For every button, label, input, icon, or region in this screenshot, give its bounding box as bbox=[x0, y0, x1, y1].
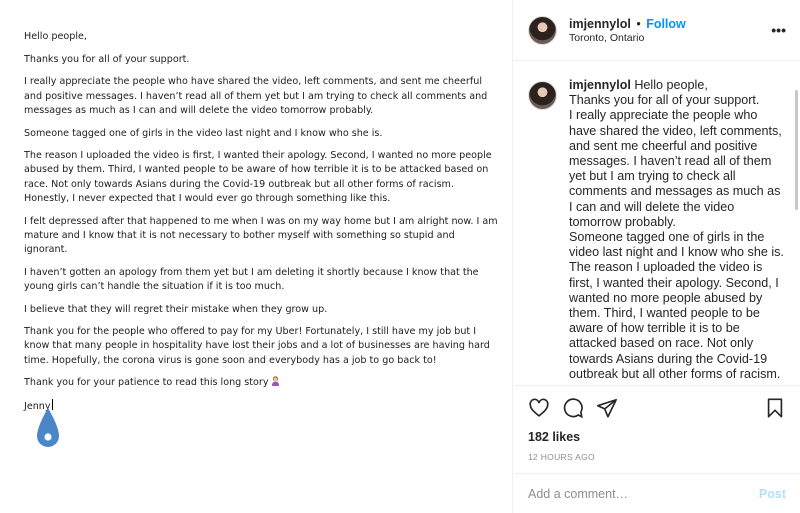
follow-button[interactable]: Follow bbox=[646, 16, 686, 31]
heart-icon[interactable] bbox=[528, 397, 550, 419]
bookmark-icon[interactable] bbox=[764, 397, 786, 419]
caption-line: The reason I uploaded the video is first, I wanted their apology. Second, I wanted no more people abused by them. Third, I wanted people to be aware of how terrible it is to be attacked based on race. Not only towards Asians during the Covid-19 outbreak but all other forms of racism. bbox=[569, 260, 781, 381]
post-side-panel bbox=[514, 0, 800, 513]
doc-paragraph: I believe that they will regret their mistake when they grow up. bbox=[24, 303, 328, 315]
post-header bbox=[514, 0, 800, 61]
location-link[interactable]: Toronto, Ontario bbox=[569, 31, 645, 44]
likes-count[interactable]: 182 likes bbox=[528, 430, 581, 444]
post-actions bbox=[514, 385, 800, 483]
doc-paragraph: I haven’t gotten an apology from them yet but I am deleting it shortly because I know that the young girls can’t handle the situation if it is too much. bbox=[24, 266, 479, 292]
doc-paragraph-text: Thank you for your patience to read this long story bbox=[24, 377, 269, 389]
comment-input[interactable] bbox=[528, 487, 751, 501]
doc-paragraph: Someone tagged one of girls in the video last night and I know who she is. bbox=[24, 127, 383, 139]
doc-paragraph: The reason I uploaded the video is first, I wanted their apology. Second, I wanted no more people abused by them. Third, I wanted people to be aware of how terrible it is to be attacked based on race. Not only towards Asians during the Covid-19 outbreak but all other forms of racism. Honestly, I never expected that I would ever go through something like this. bbox=[24, 150, 492, 204]
caption-line: Thanks you for all of your support. bbox=[569, 93, 760, 108]
avatar[interactable] bbox=[528, 16, 557, 45]
username-link[interactable]: imjennylol bbox=[569, 16, 631, 31]
header-text bbox=[569, 17, 686, 44]
comment-bar bbox=[514, 473, 800, 513]
action-icons bbox=[528, 396, 786, 420]
woman-emoji-icon bbox=[271, 376, 280, 386]
doc-paragraph: Thank you for the people who offered to pay for my Uber! Fortunately, I still have my job but I know that many people in hospitality have lost their jobs and a lot of businesses are having hard time. Hopefully, the corona virus is gone soon and everybody has a job to go back to! bbox=[24, 326, 490, 366]
cursor-drop-icon bbox=[34, 406, 62, 452]
doc-signature bbox=[24, 399, 498, 414]
caption-line: Someone tagged one of girls in the video last night and I know who she is. bbox=[569, 230, 784, 260]
caption-line: I really appreciate the people who have shared the video, left comments, and sent me cheerful and positive messages. I haven’t read all of them yet but I am trying to check all comments and messages as much as I can and will delete the video tomorrow probably. bbox=[569, 108, 782, 229]
caption-line: Hello people, bbox=[634, 78, 708, 92]
doc-paragraph: Thanks you for all of your support. bbox=[24, 53, 190, 65]
comment-icon[interactable] bbox=[562, 397, 584, 419]
header-line bbox=[569, 17, 686, 31]
caption-text bbox=[569, 78, 787, 384]
share-icon[interactable] bbox=[596, 397, 618, 419]
caption-avatar[interactable] bbox=[528, 81, 557, 110]
separator-dot: • bbox=[636, 16, 641, 31]
caption-username-link[interactable]: imjennylol bbox=[569, 78, 631, 92]
signature-text: Jenny bbox=[24, 401, 51, 413]
post-comment-button[interactable]: Post bbox=[758, 486, 786, 501]
caption bbox=[528, 78, 793, 384]
caption-scrollbar[interactable] bbox=[795, 90, 798, 210]
doc-paragraph: I really appreciate the people who have shared the video, left comments, and sent me cheerful and positive messages. I haven’t read all of them yet but I am trying to check all comments and messages as much as I can and will delete the video tomorrow probably. bbox=[24, 76, 488, 116]
doc-paragraph: Hello people, bbox=[24, 31, 87, 42]
more-options-icon[interactable]: ••• bbox=[771, 22, 786, 38]
post-timestamp[interactable]: 12 HOURS AGO bbox=[528, 452, 595, 462]
doc-paragraph-with-emoji bbox=[24, 376, 498, 390]
doc-paragraph: I felt depressed after that happened to me when I was on my way home but I am alright now. I am mature and I know that it is not necessary to bother myself with something so stupid and ignorant. bbox=[24, 215, 498, 255]
